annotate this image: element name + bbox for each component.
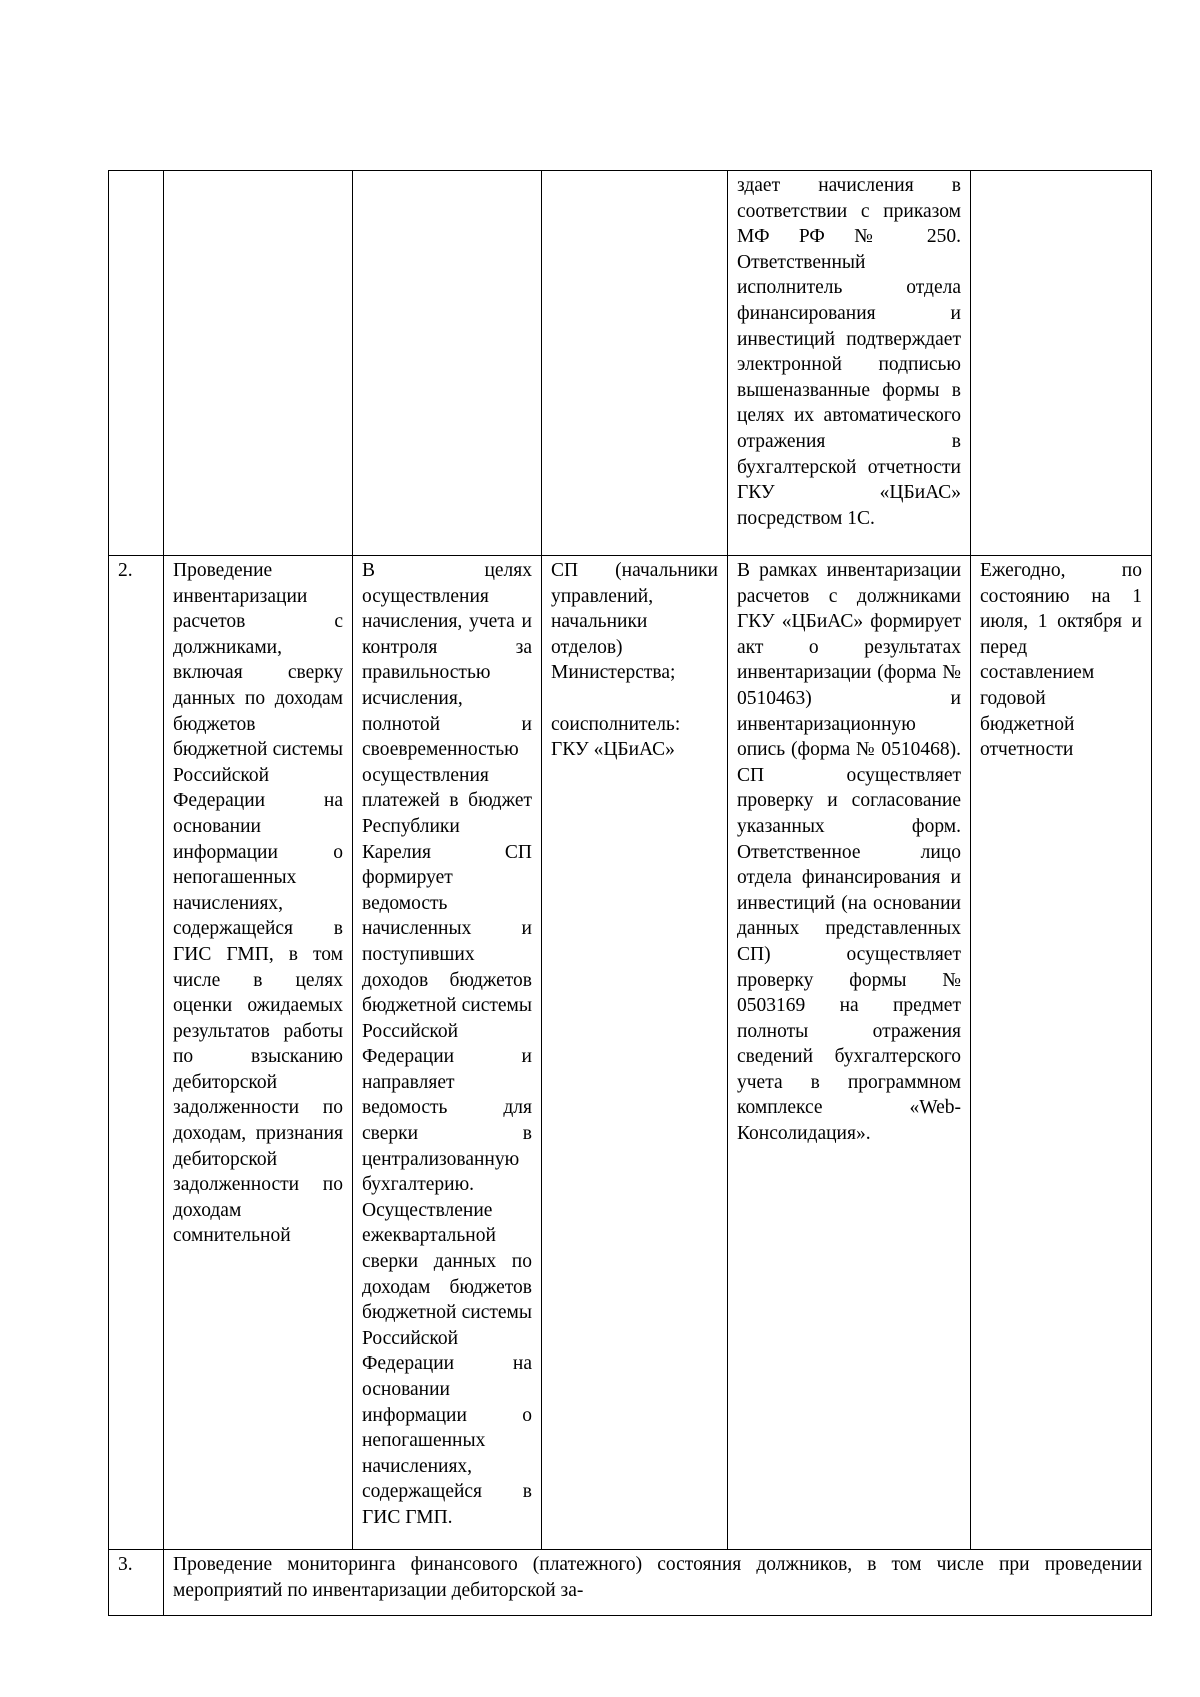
event-cell: Проведение инвентаризации расчетов с должниками, включая сверку данных по доходам бюджетов бюджетной системы Российской Федерации на основании информации о непогашенных начислениях, содержащейся в ГИС ГМП, в том числе в целях оценки ожидаемых результатов работы по взысканию дебиторской задолженности по доходам, признания дебиторской задолженности по доходам сомнительной: [164, 556, 353, 1550]
row-number: 3.: [109, 1550, 164, 1616]
purpose-cell: [353, 171, 542, 556]
event-cell: [164, 171, 353, 556]
deadline-cell: Ежегодно, по состоянию на 1 июля, 1 октября и перед составлением годовой бюджетной отчетности: [971, 556, 1152, 1550]
deadline-cell: [971, 171, 1152, 556]
merged-text-cell: Проведение мониторинга финансового (платежного) состояния должников, в том числе при проведении мероприятий по инвентаризации дебиторской за-: [164, 1550, 1152, 1616]
spacer: [551, 686, 718, 712]
row-number: 2.: [109, 556, 164, 1550]
responsible-cell: [542, 171, 728, 556]
row-number: [109, 171, 164, 556]
responsible-main: СП (начальники управлений, начальники отделов) Министерства;: [551, 560, 718, 684]
responsible-cell: [542, 556, 728, 1550]
mechanism-cell: В рамках инвентаризации расчетов с должниками ГКУ «ЦБиАС» формирует акт о результатах инвентаризации (форма № 0510463) и инвентаризационную опись (форма № 0510468). СП осуществляет проверку и согласование указанных форм. Ответственное лицо отдела финансирования и инвестиций (на основании данных представленных СП) осуществляет проверку формы № 0503169 на предмет полноты отражения сведений бухгалтерского учета в программном комплексе «Web-Консолидация».: [728, 556, 971, 1550]
mechanism-cell: здает начисления в соответствии с приказом МФ РФ № 250. Ответственный исполнитель отдела финансирования и инвестиций подтверждает электронной подписью вышеназванные формы в целях их автоматического отражения в бухгалтерской отчетности ГКУ «ЦБиАС» посредством 1С.: [728, 171, 971, 556]
responsible-co: соисполнитель: ГКУ «ЦБиАС»: [551, 713, 681, 761]
table-row: [109, 171, 1152, 556]
purpose-cell: В целях осуществления начисления, учета и контроля за правильностью исчисления, полнотой и своевременностью осуществления платежей в бюджет Республики Карелия СП формирует ведомость начисленных и поступивших доходов бюджетов бюджетной системы Российской Федерации и направляет ведомость для сверки в централизованную бухгалтерию. Осуществление ежеквартальной сверки данных по доходам бюджетов бюджетной системы Российской Федерации на основании информации о непогашенных начислениях, содержащейся в ГИС ГМП.: [353, 556, 542, 1550]
table-row: [109, 556, 1152, 1550]
table-row: [109, 1550, 1152, 1616]
measures-table: [108, 170, 1152, 1616]
